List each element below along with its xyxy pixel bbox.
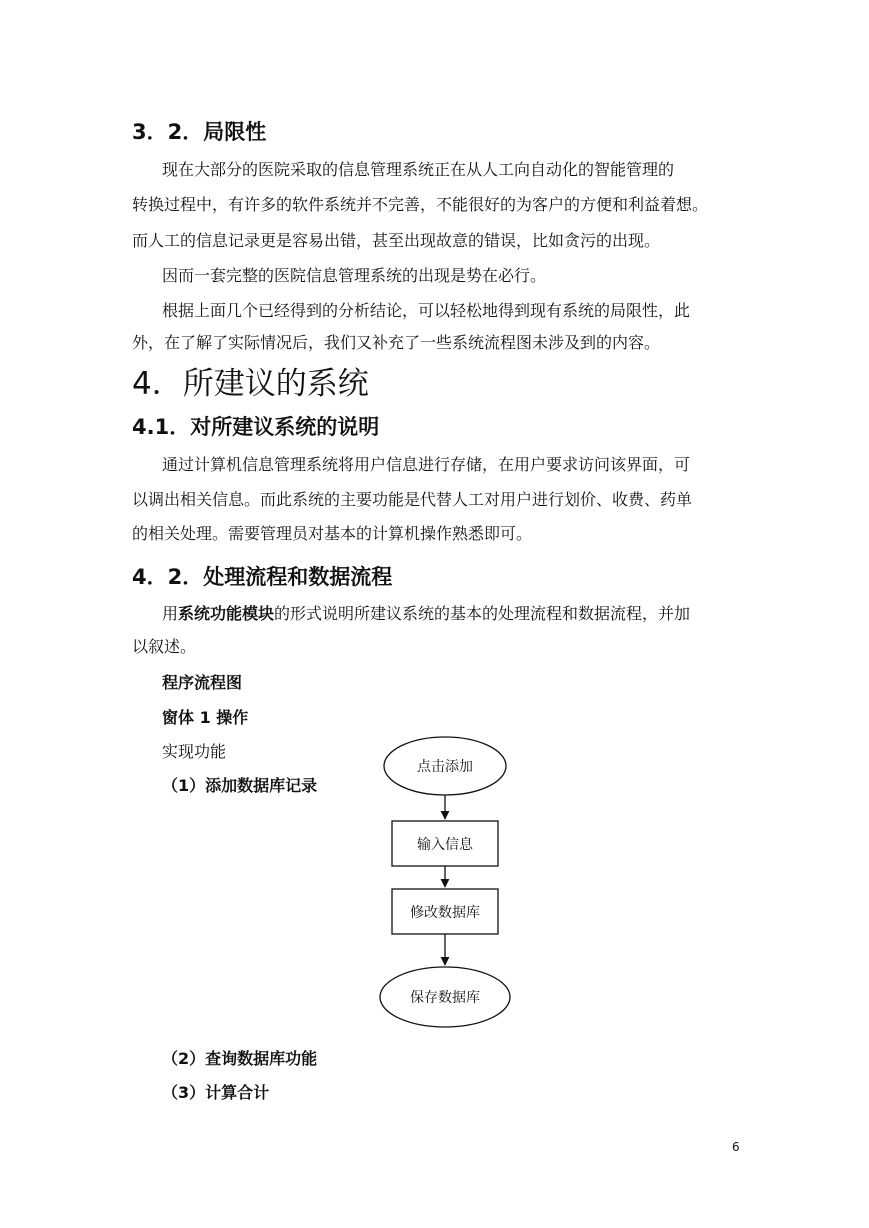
process-node-label: 输入信息 [417, 837, 473, 853]
paragraph-line: 外，在了解了实际情况后，我们又补充了一些系统流程图未涉及到的内容。 [132, 333, 661, 352]
paragraph-line: 而人工的信息记录更是容易出错，甚至出现故意的错误，比如贪污的出现。 [132, 231, 661, 250]
start-node-label: 点击添加 [417, 759, 473, 775]
process-node-label: 修改数据库 [410, 905, 480, 921]
paragraph-line [162, 601, 690, 624]
paragraph-line: 根据上面几个已经得到的分析结论，可以轻松地得到现有系统的局限性，此 [162, 301, 691, 320]
bold-term: 系统功能模块 [178, 604, 275, 623]
paragraph-line: 以调出相关信息。而此系统的主要功能是代替人工对用户进行划价、收费、药单 [132, 490, 693, 509]
paragraph-line: 通过计算机信息管理系统将用户信息进行存储，在用户要求访问该界面，可 [162, 455, 691, 474]
paragraph-line: 转换过程中，有许多的软件系统并不完善，不能很好的为客户的方便和利益着想。 [132, 195, 709, 214]
paragraph-line: 因而一套完整的医院信息管理系统的出现是势在必行。 [162, 266, 547, 285]
item-3: （3）计算合计 [162, 1083, 270, 1102]
text-run: 用 [162, 604, 179, 623]
page-number: 6 [732, 1140, 740, 1154]
section-4-2-title: 4．2．处理流程和数据流程 [132, 565, 393, 589]
section-3-2-title: 3．2．局限性 [132, 120, 267, 144]
section-4-title: 4．所建议的系统 [132, 366, 369, 402]
label-window: 窗体 1 操作 [162, 708, 249, 727]
end-node-label: 保存数据库 [410, 990, 480, 1006]
flowchart-diagram [370, 735, 530, 1035]
text-run: 的形式说明所建议系统的基本的处理流程和数据流程，并加 [274, 604, 691, 623]
item-1: （1）添加数据库记录 [162, 776, 318, 795]
label-flowchart: 程序流程图 [162, 673, 243, 692]
section-4-1-title: 4.1．对所建议系统的说明 [132, 415, 380, 439]
label-function: 实现功能 [162, 742, 227, 761]
paragraph-line: 以叙述。 [132, 637, 197, 656]
item-2: （2）查询数据库功能 [162, 1049, 318, 1068]
paragraph-line: 的相关处理。需要管理员对基本的计算机操作熟悉即可。 [132, 524, 533, 543]
paragraph-line: 现在大部分的医院采取的信息管理系统正在从人工向自动化的智能管理的 [162, 160, 675, 179]
